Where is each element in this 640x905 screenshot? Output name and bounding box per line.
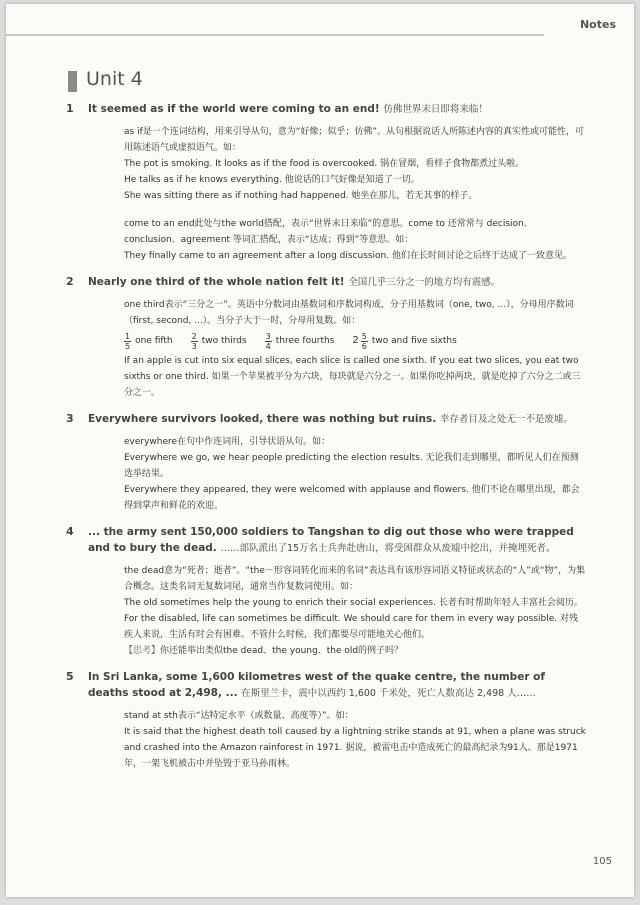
item-heading bbox=[66, 274, 586, 291]
fraction-example bbox=[191, 332, 247, 351]
fraction-example bbox=[352, 332, 456, 351]
example: The pot is smoking. It looks as if the food is overcooked. 锅在冒烟，看样子食物都煮过头啦。 bbox=[124, 159, 525, 169]
think-question: 你还能举出类似the dead、the young、the old的例子吗？ bbox=[160, 646, 404, 656]
item-body bbox=[66, 297, 586, 401]
item-heading bbox=[66, 411, 586, 428]
example: It is said that the highest death toll caused by a lightning strike stands at 91, when a plane was struck and crashed into the Amazon rainforest in 1971. 据说，被雷电击中造成死亡的最高纪录为91人。那是1971年，一架飞机被击中并坠毁于亚马孙雨林。 bbox=[124, 727, 586, 769]
example: For the disabled, life can sometimes be difficult. We should care for them in every way possible. 对残疾人来说，生活有时会有困难。不管什么时候，我们都要尽可能地关心他们。 bbox=[124, 614, 578, 640]
example: Everywhere they appeared, they were welcomed with applause and flowers. 他们不论在哪里出现，都会得到掌声和鲜花的欢迎。 bbox=[124, 485, 580, 511]
heading-en: Everywhere survivors looked, there was nothing but ruins. bbox=[88, 413, 437, 425]
notes-tab bbox=[544, 14, 634, 36]
item-number: 3 bbox=[66, 412, 74, 425]
item-number: 5 bbox=[66, 670, 74, 683]
note-item-3 bbox=[66, 411, 586, 514]
fraction-examples bbox=[124, 329, 586, 353]
note-item-1 bbox=[66, 101, 586, 264]
item-heading bbox=[66, 669, 586, 702]
page-number: 105 bbox=[592, 856, 612, 867]
paragraph: everywhere在句中作连词用，引导状语从句。如： bbox=[124, 437, 331, 447]
denominator: 3 bbox=[191, 341, 197, 351]
fraction-label: two and five sixths bbox=[371, 336, 457, 346]
note-item-2 bbox=[66, 274, 586, 401]
heading-en: ... the army sent 150,000 soldiers to Tangshan to dig out those who were trapped and to bury the dead. bbox=[88, 526, 574, 554]
notes-header bbox=[6, 4, 634, 44]
heading-en: In Sri Lanka, some 1,600 kilometres west of the quake centre, the number of deaths stood at 2,498, ... bbox=[88, 671, 545, 699]
fraction-label: one fifth bbox=[135, 336, 173, 346]
fraction-label: three fourths bbox=[275, 336, 335, 346]
item-number: 2 bbox=[66, 275, 74, 288]
note-item-5 bbox=[66, 669, 586, 772]
example: Everywhere we go, we hear people predicting the election results. 无论我们走到哪里，都听见人们在预测选举结果。 bbox=[124, 453, 579, 479]
header-rule bbox=[6, 34, 634, 36]
page bbox=[6, 4, 634, 897]
notes-content bbox=[66, 101, 586, 782]
example: She was sitting there as if nothing had happened. 她坐在那儿，若无其事的样子。 bbox=[124, 191, 478, 201]
heading-cn: 全国几乎三分之一的地方均有震感。 bbox=[348, 277, 501, 288]
item-heading bbox=[66, 101, 586, 118]
think-prompt bbox=[124, 643, 586, 659]
heading-en: Nearly one third of the whole nation felt it! bbox=[88, 276, 345, 288]
example: They finally came to an agreement after a long discussion. 他们在长时间讨论之后终于达成了一致意见。 bbox=[124, 251, 572, 261]
think-label: 【思考】 bbox=[124, 646, 161, 656]
fraction bbox=[191, 332, 198, 351]
numerator: 5 bbox=[361, 331, 367, 341]
item-heading bbox=[66, 524, 586, 557]
item-body bbox=[66, 124, 586, 264]
paragraph: come to an end此处与the world搭配，表示“世界末日来临”的意思。come to 还常常与 decision、conclusion、agreement 等词汇搭配，表示“达成；得到”等意思。如： bbox=[124, 219, 533, 245]
numerator: 1 bbox=[125, 331, 131, 341]
fraction-example bbox=[124, 332, 173, 351]
example: He talks as if he knows everything. 他说话的口气好像是知道了一切。 bbox=[124, 175, 420, 185]
item-body bbox=[66, 708, 586, 772]
whole-number: 2 bbox=[352, 335, 359, 346]
numerator: 2 bbox=[191, 331, 197, 341]
item-body bbox=[66, 563, 586, 659]
heading-en: It seemed as if the world were coming to an end! bbox=[88, 103, 380, 115]
paragraph: the dead意为“死者；逝者”。“the－形容词转化而来的名词”表达具有该形容词语义特征或状态的“人”或“物”，为集合概念。这类名词无复数词尾，通常当作复数词使用。如： bbox=[124, 566, 586, 592]
fraction bbox=[361, 332, 368, 351]
fraction bbox=[124, 332, 131, 351]
item-number: 4 bbox=[66, 525, 74, 538]
denominator: 6 bbox=[361, 341, 367, 351]
fraction-label: two thirds bbox=[201, 336, 247, 346]
paragraph: one third表示“三分之一”。英语中分数词由基数词和序数词构成，分子用基数词（one, two, ...），分母用序数词（first, second, ...）。当分子大于一时，分母用复数。如： bbox=[124, 300, 574, 326]
fraction bbox=[265, 332, 272, 351]
item-body bbox=[66, 434, 586, 514]
heading-cn: 幸存者目及之处无一不是废墟。 bbox=[439, 414, 573, 425]
heading-cn: 在斯里兰卡，震中以西约 1,600 千米处，死亡人数高达 2,498 人…… bbox=[241, 688, 536, 699]
example: The old sometimes help the young to enrich their social experiences. 长者有时帮助年轻人丰富社会阅历。 bbox=[124, 598, 583, 608]
fraction-example bbox=[265, 332, 335, 351]
unit-title: Unit 4 bbox=[86, 68, 143, 90]
notes-label: Notes bbox=[579, 18, 616, 31]
numerator: 3 bbox=[265, 331, 271, 341]
note-item-4 bbox=[66, 524, 586, 659]
unit-marker-bar bbox=[68, 71, 77, 92]
denominator: 5 bbox=[125, 341, 131, 351]
heading-cn: ……部队派出了15万名士兵奔赴唐山，将受困群众从废墟中挖出，并掩埋死者。 bbox=[220, 543, 556, 554]
item-number: 1 bbox=[66, 102, 74, 115]
heading-cn: 仿佛世界末日即将来临！ bbox=[383, 104, 488, 115]
denominator: 4 bbox=[265, 341, 271, 351]
paragraph: as if是一个连词结构，用来引导从句，意为“好像；似乎；仿佛”。从句根据说话人所陈述内容的真实性或可能性，可用陈述语气或虚拟语气。如： bbox=[124, 127, 585, 153]
example: If an apple is cut into six equal slices, each slice is called one sixth. If you eat two slices, you eat two sixths or one third. 如果一个苹果被平分为六块，每块就是六分之一。如果你吃掉两块，就是吃掉了六分之二或三分之一。 bbox=[124, 356, 581, 398]
paragraph: stand at sth表示“达特定水平（或数量、高度等）”。如： bbox=[124, 711, 354, 721]
